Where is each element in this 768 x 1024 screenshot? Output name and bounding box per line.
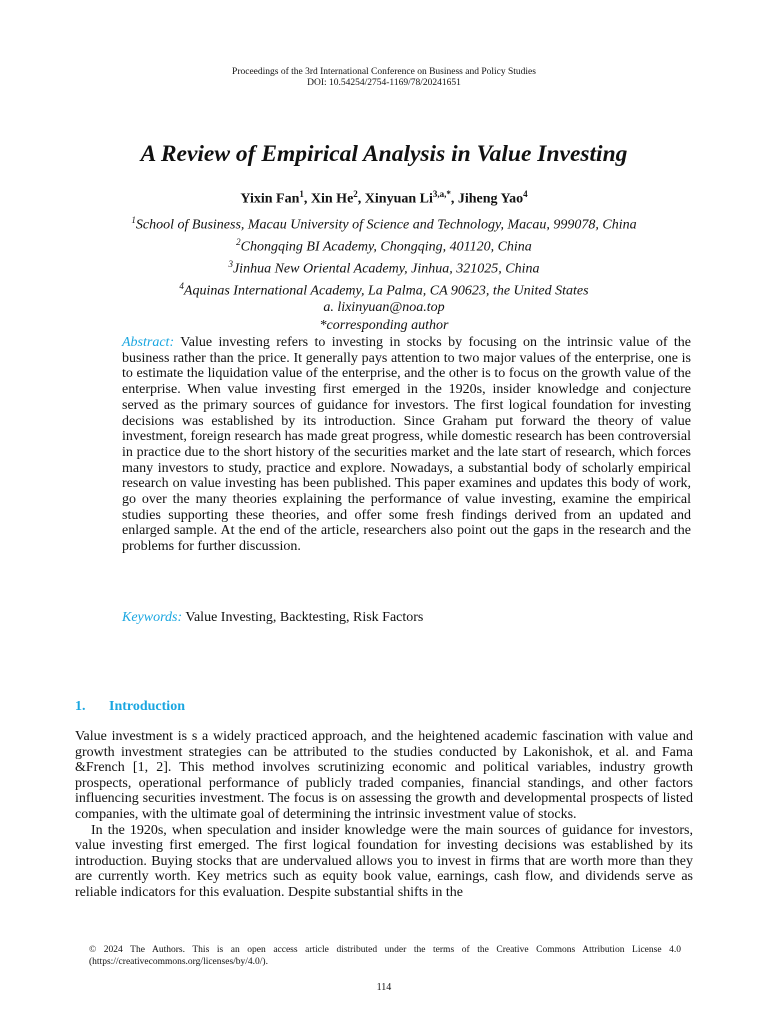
author-affil-mark: 4 [523,189,528,199]
doi[interactable]: DOI: 10.54254/2754-1169/78/20241651 [307,78,461,88]
conference-name: Proceedings of the 3rd International Conference on Business and Policy Studies [232,67,536,77]
keywords-text: Value Investing, Backtesting, Risk Factors [185,610,424,625]
affiliation [0,256,768,278]
affiliation-mark: 1 [131,215,136,225]
affiliation [0,234,768,256]
abstract-text: Value investing refers to investing in stocks by focusing on the intrinsic value of the business rather than the price. It generally pays attention to two major values of the enterprise, one is to estimate the liquidation value of the enterprise, and the other is to focus on the growth value of the enterprise. When value investing first emerged in the 1920s, insider knowledge and conjecture served as the primary sources of guidance for investors. The first logical foundation for investing decisions was established by its introduction. Since Graham put forward the theory of value investment, foreign research has made great progress, while domestic research has been controversial in practice due to the short history of the securities market and the late start of research, which forces many investors to study, practice and explore. Nowadays, a substantial body of scholarly empirical research on value investing has been published. This paper examines and updates this body of work, go over the many theories explaining the performance of value investing, examine the empirical studies supporting these theories, and offer some fresh findings derived from an updated and enlarged sample. At the end of the article, researchers also point out the gaps in the research and the problems for further discussion. [122,335,692,555]
affiliation [0,278,768,300]
affiliation [0,212,768,234]
running-head [0,67,768,89]
abstract [122,335,691,555]
author-name: Jiheng Yao [457,191,524,207]
section-heading [75,699,185,715]
paper-title: A Review of Empirical Analysis in Value Investing [140,141,628,167]
section-body [75,729,693,901]
affiliation-text: Jinhua New Oriental Academy, Jinhua, 321025, China [232,261,540,277]
corresponding-email[interactable]: a. lixinyuan@noa.top [323,300,445,316]
author-name: Xin He [310,191,354,207]
keywords [122,610,691,626]
affiliation-mark: 3 [228,258,233,269]
affiliation-text: Aquinas International Academy, La Palma, CA 90623, the United States [183,283,589,299]
affiliation-mark: 4 [179,280,184,291]
section-number: 1. [75,699,86,714]
affiliation-mark: 2 [236,236,241,247]
body-paragraph: Value investment is s a widely practiced approach, and the heightened academic fascination with value and growth investment strategies can be attributed to the studies conducted by Lakonishok, et al. and Fama &French [1, 2]. This method involves scrutinizing economic and political variables, industry growth prospects, operational performance of publicly traded companies, financial standings, and other factors influencing securities investment. The focus is on assessing the growth and developmental prospects of listed companies, with the ultimate goal of determining the intrinsic investment value of stocks. [75,729,693,822]
keywords-label: Keywords: [122,610,183,625]
page-number: 114 [376,982,392,993]
author-affil-mark: 3,a,* [432,189,451,199]
author-affil-mark: 2 [353,189,358,199]
affiliation-text: Chongqing BI Academy, Chongqing, 401120, China [240,239,532,255]
author-affil-mark: 1 [299,189,304,199]
corresponding-note: *corresponding author [319,317,449,333]
author-list: Yixin Fan$^1$, Xin He$^2$, Xinyuan $Li^{3,a,*}$, Jiheng Yao$^4$ [240,189,528,207]
license-footnote: © 2024 The Authors. This is an open access article distributed under the terms of the Creative Commons Attribution License 4.0 (https://creativecommons.org/licenses/by/4.0/). [89,945,681,967]
affiliations [0,212,768,334]
body-paragraph: In the 1920s, when speculation and insider knowledge were the main sources of guidance for investors, value investing first emerged. The first logical foundation for investing decisions was established by its introduction. Buying stocks that are undervalued allows you to invest in firms that are worth more than they are currently worth. Key metrics such as equity book value, earnings, cash flow, and dividends serve as reliable indicators for this evaluation. Despite substantial shifts in the [75,822,693,900]
author-name: Xinyuan Li [364,191,433,207]
affiliation-text: School of Business, Macau University of Science and Technology, Macau, 999078, China [135,217,637,233]
section-title: Introduction [109,699,185,714]
abstract-label: Abstract: [122,335,175,350]
author-name: Yixin Fan [240,191,300,207]
